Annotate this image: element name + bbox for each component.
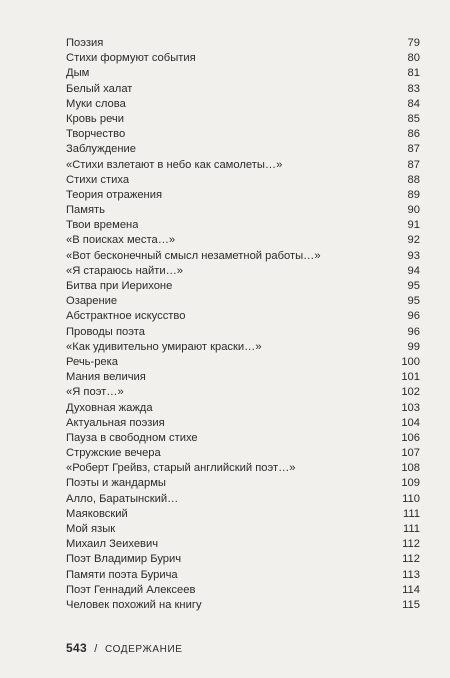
toc-entry-title: Поэзия	[66, 37, 104, 49]
toc-entry	[66, 446, 420, 461]
toc-entry	[66, 385, 420, 400]
toc-entry	[66, 112, 420, 127]
toc-entry-title: Озарение	[66, 295, 118, 308]
toc-entry-page: 112	[402, 538, 420, 551]
toc-entry-title: Теория отражения	[66, 188, 163, 201]
toc-entry-page: 90	[407, 204, 420, 217]
toc-entry-title: Стружские вечера	[66, 447, 161, 460]
toc-entry	[66, 492, 420, 507]
toc-entry	[66, 294, 420, 309]
toc-entry-title: Белый халат	[66, 82, 133, 95]
toc-entry-title: Алло, Баратынский…	[66, 492, 179, 505]
toc-entry-page: 95	[407, 295, 420, 308]
toc-entry	[66, 355, 420, 370]
toc-entry-page: 102	[401, 386, 420, 399]
toc-entry-title: Поэт Владимир Бурич	[66, 553, 182, 566]
toc-entry	[66, 142, 420, 157]
toc-entry	[66, 279, 420, 294]
toc-entry-title: Память	[66, 204, 105, 217]
toc-entry	[66, 461, 420, 476]
toc-entry	[66, 537, 420, 552]
toc-entry-title: Заблуждение	[66, 143, 137, 156]
table-of-contents	[66, 36, 420, 613]
toc-entry	[66, 552, 420, 567]
toc-entry-title: Творчество	[66, 128, 126, 141]
toc-entry-page: 87	[407, 158, 420, 171]
toc-entry	[66, 127, 420, 142]
page-footer	[66, 641, 183, 655]
toc-entry-title: Мой язык	[66, 523, 116, 535]
toc-entry-page: 83	[407, 82, 420, 95]
toc-entry-page: 115	[402, 598, 420, 611]
toc-entry	[66, 233, 420, 248]
toc-entry-title: «Роберт Грейвз, старый английский поэт…»	[66, 462, 296, 475]
toc-entry	[66, 309, 420, 324]
toc-entry	[66, 188, 420, 203]
running-head: СОДЕРЖАНИЕ	[105, 644, 183, 655]
toc-entry-title: Муки слова	[66, 97, 126, 110]
toc-entry-title: Битва при Иерихоне	[66, 280, 173, 292]
toc-entry-page: 91	[407, 219, 420, 232]
toc-entry-page: 113	[402, 568, 420, 581]
toc-entry-page: 111	[402, 507, 420, 520]
toc-entry-page: 80	[407, 52, 420, 65]
toc-entry-page: 89	[407, 188, 420, 201]
toc-entry-title: Проводы поэта	[66, 325, 145, 338]
toc-entry	[66, 568, 420, 583]
toc-entry-page: 101	[401, 371, 420, 384]
toc-entry	[66, 325, 420, 340]
toc-entry-page: 79	[407, 37, 420, 49]
toc-entry	[66, 264, 420, 279]
toc-entry-title: Дым	[66, 67, 90, 80]
toc-entry-page: 85	[407, 112, 420, 125]
toc-entry	[66, 476, 420, 491]
toc-entry-page: 94	[407, 264, 420, 277]
toc-entry-title: Поэты и жандармы	[66, 477, 166, 490]
toc-entry	[66, 401, 420, 416]
toc-entry-page: 112	[402, 553, 420, 566]
toc-entry-page: 108	[401, 462, 420, 475]
toc-entry-page: 87	[407, 143, 420, 156]
toc-entry	[66, 82, 420, 97]
toc-entry	[66, 598, 420, 613]
toc-entry-title: Речь-река	[66, 355, 119, 368]
toc-entry-page: 107	[401, 447, 420, 460]
toc-entry	[66, 158, 420, 173]
toc-entry-page: 109	[401, 477, 420, 490]
toc-entry	[66, 340, 420, 355]
toc-entry	[66, 431, 420, 446]
toc-entry	[66, 66, 420, 81]
toc-entry-title: Михаил Зеихевич	[66, 538, 159, 551]
toc-entry-title: Стихи формуют события	[66, 52, 196, 65]
toc-entry-page: 93	[407, 249, 420, 262]
toc-entry-page: 111	[402, 523, 420, 535]
toc-entry-page: 96	[407, 310, 420, 323]
toc-entry-title: Актуальная поэзия	[66, 416, 165, 429]
page-number: 543	[66, 641, 87, 655]
toc-entry	[66, 507, 420, 522]
toc-entry-title: Поэт Геннадий Алексеев	[66, 583, 196, 596]
toc-entry-title: Стихи стиха	[66, 173, 130, 186]
toc-entry-title: «В поисках места…»	[66, 234, 176, 247]
toc-entry-page: 100	[401, 355, 420, 368]
toc-entry	[66, 97, 420, 112]
toc-entry-page: 103	[401, 401, 420, 414]
toc-entry-page: 114	[402, 583, 420, 596]
toc-entry	[66, 36, 420, 51]
toc-entry	[66, 583, 420, 598]
toc-entry-title: Мания величия	[66, 371, 146, 384]
toc-entry-title: «Я стараюсь найти…»	[66, 264, 184, 277]
toc-entry-page: 99	[407, 340, 420, 353]
toc-entry-page: 96	[407, 325, 420, 338]
toc-entry-title: Твои времена	[66, 219, 139, 232]
toc-entry-title: Духовная жажда	[66, 401, 153, 414]
toc-entry	[66, 522, 420, 537]
toc-entry-title: «Вот бесконечный смысл незаметной работы…»	[66, 249, 321, 262]
footer-separator: /	[94, 643, 98, 655]
toc-entry-title: Пауза в свободном стихе	[66, 431, 198, 444]
toc-entry-title: Маяковский	[66, 507, 128, 520]
toc-entry-title: Человек похожий на книгу	[66, 598, 202, 611]
toc-entry	[66, 249, 420, 264]
toc-entry-page: 81	[407, 67, 420, 80]
toc-entry	[66, 218, 420, 233]
toc-entry	[66, 203, 420, 218]
toc-entry	[66, 173, 420, 188]
toc-entry-title: «Как удивительно умирают краски…»	[66, 340, 262, 353]
toc-entry-title: Кровь речи	[66, 112, 124, 125]
toc-entry-page: 86	[407, 128, 420, 141]
toc-entry-page: 88	[407, 173, 420, 186]
toc-entry-title: Абстрактное искусство	[66, 310, 186, 323]
toc-entry	[66, 51, 420, 66]
toc-entry-title: Памяти поэта Бурича	[66, 568, 178, 581]
toc-entry-title: «Стихи взлетают в небо как самолеты…»	[66, 158, 283, 171]
toc-entry-title: «Я поэт…»	[66, 386, 124, 399]
toc-entry	[66, 416, 420, 431]
toc-entry	[66, 370, 420, 385]
toc-entry-page: 92	[407, 234, 420, 247]
toc-entry-page: 104	[401, 416, 420, 429]
toc-entry-page: 95	[407, 280, 420, 292]
toc-entry-page: 110	[402, 492, 420, 505]
toc-entry-page: 106	[401, 431, 420, 444]
toc-entry-page: 84	[407, 97, 420, 110]
